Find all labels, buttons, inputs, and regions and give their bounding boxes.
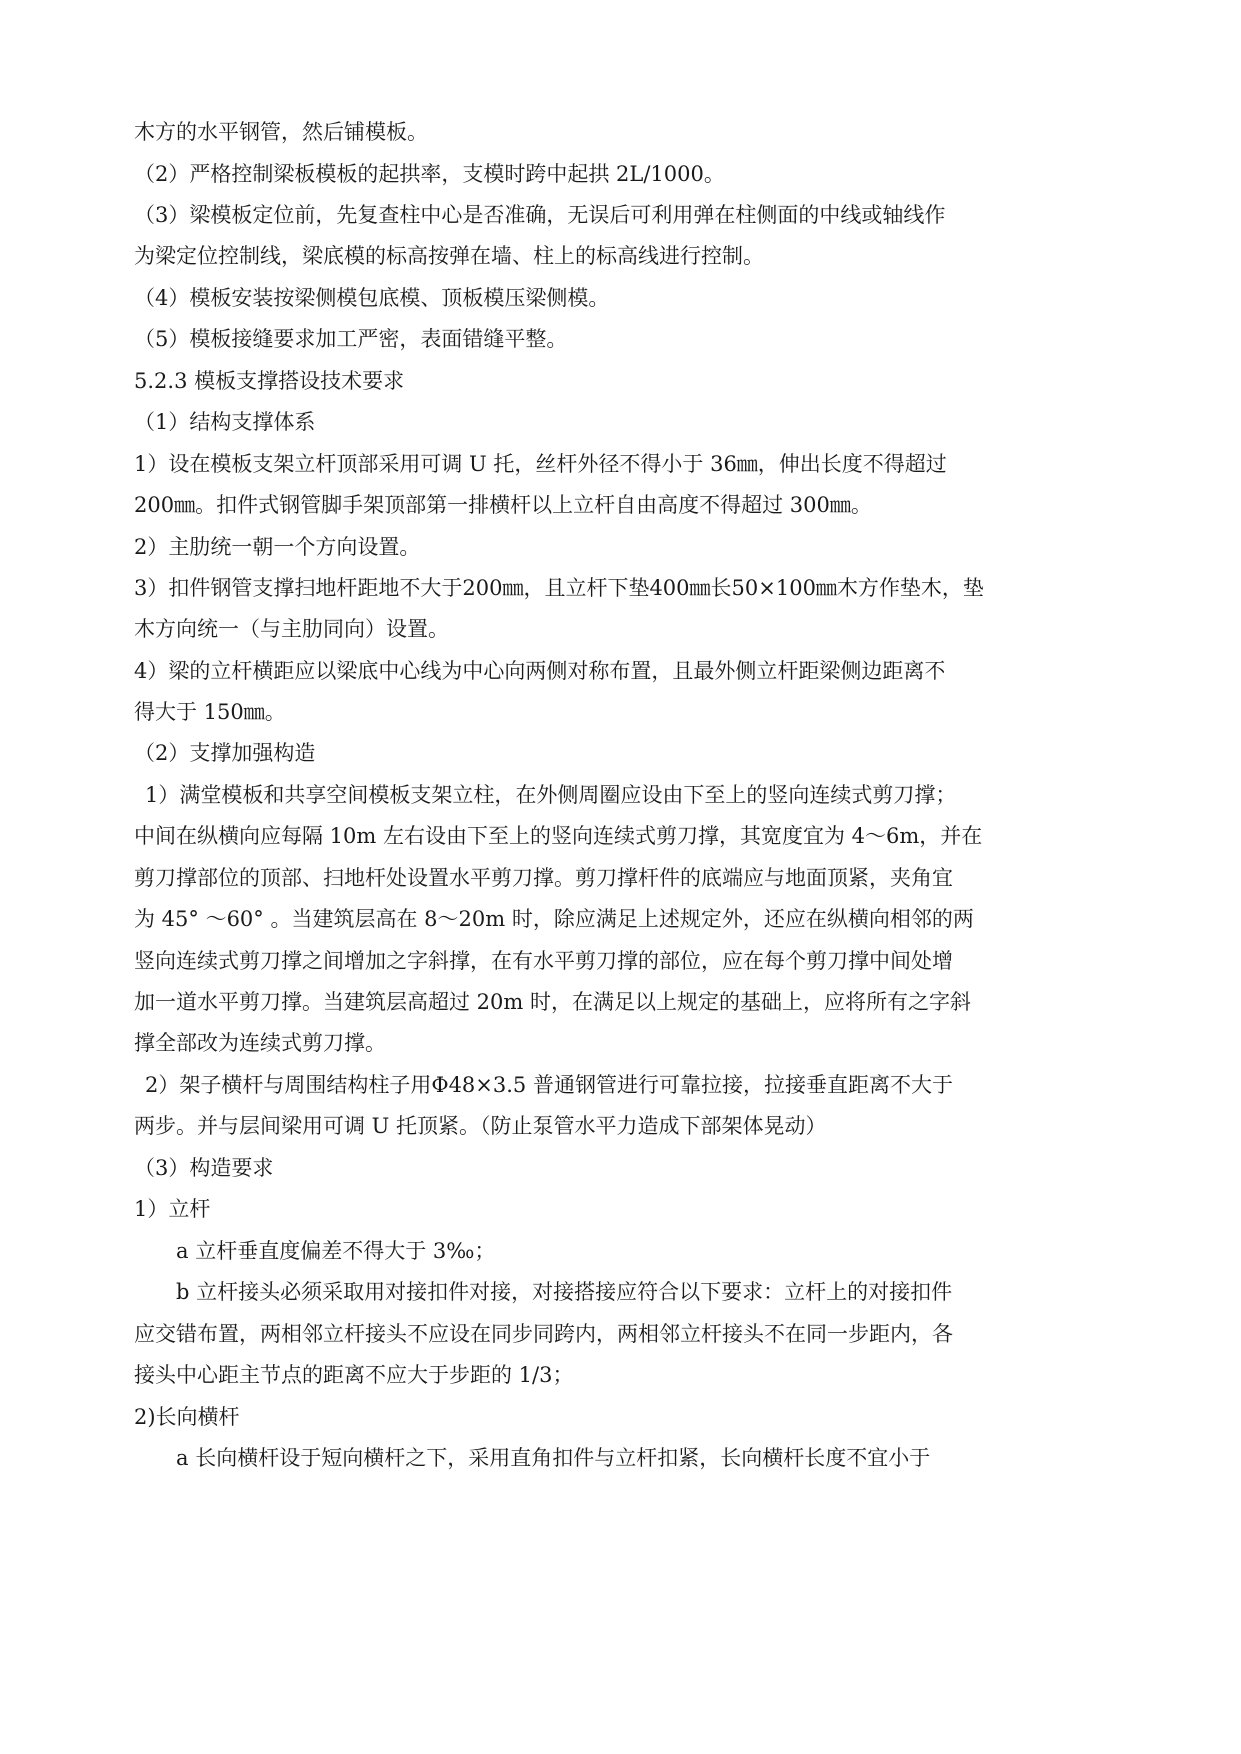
text-line: 得大于 150㎜。 <box>134 700 286 724</box>
text-line: 1）设在模板支架立杆顶部采用可调 U 托，丝杆外径不得小于 36㎜，伸出长度不得超过 <box>134 452 947 476</box>
text-line: 中间在纵横向应每隔 10m 左右设由下至上的竖向连续式剪刀撑，其宽度宜为 4～6m，并在 <box>134 824 983 848</box>
text-line: 竖向连续式剪刀撑之间增加之字斜撑，在有水平剪刀撑的部位，应在每个剪刀撑中间处增 <box>134 949 953 973</box>
text-line: 2)长向横杆 <box>134 1405 240 1429</box>
text-line: 撑全部改为连续式剪刀撑。 <box>134 1031 386 1055</box>
text-line: （2）严格控制梁板模板的起拱率，支模时跨中起拱 2L/1000。 <box>134 162 725 186</box>
text-line: 3）扣件钢管支撑扫地杆距地不大于200㎜，且立杆下垫400㎜长50×100㎜木方作垫木，垫 <box>134 576 984 600</box>
text-line: 加一道水平剪刀撑。当建筑层高超过 20m 时，在满足以上规定的基础上，应将所有之字斜 <box>134 990 971 1014</box>
text-line: b 立杆接头必须采取用对接扣件对接，对接搭接应符合以下要求：立杆上的对接扣件 <box>176 1280 953 1304</box>
text-line: （3）梁模板定位前，先复查柱中心是否准确，无误后可利用弹在柱侧面的中线或轴线作 <box>134 203 946 227</box>
text-line: 剪刀撑部位的顶部、扫地杆处设置水平剪刀撑。剪刀撑杆件的底端应与地面顶紧，夹角宜 <box>134 866 953 890</box>
text-line: 2）架子横杆与周围结构柱子用Φ48×3.5 普通钢管进行可靠拉接，拉接垂直距离不大于 <box>145 1073 953 1097</box>
section-heading: 5.2.3 模板支撑搭设技术要求 <box>134 369 405 393</box>
text-line: 接头中心距主节点的距离不应大于步距的 1/3； <box>134 1363 574 1387</box>
text-line: 1）满堂模板和共享空间模板支架立柱，在外侧周圈应设由下至上的竖向连续式剪刀撑； <box>145 783 957 807</box>
text-line: （1）结构支撑体系 <box>134 410 316 434</box>
text-line: 4）梁的立杆横距应以梁底中心线为中心向两侧对称布置，且最外侧立杆距梁侧边距离不 <box>134 659 946 683</box>
text-line: （5）模板接缝要求加工严密，表面错缝平整。 <box>134 327 568 351</box>
text-line: 为 45° ～60° 。当建筑层高在 8～20m 时，除应满足上述规定外，还应在纵横向相邻的两 <box>134 907 974 931</box>
text-line: 200㎜。扣件式钢管脚手架顶部第一排横杆以上立杆自由高度不得超过 300㎜。 <box>134 493 872 517</box>
text-line: 两步。并与层间梁用可调 U 托顶紧。（防止泵管水平力造成下部架体晃动） <box>134 1114 827 1138</box>
text-line: 木方向统一（与主肋同向）设置。 <box>134 617 449 641</box>
text-line: 1）立杆 <box>134 1197 211 1221</box>
text-line: a 立杆垂直度偏差不得大于 3‰； <box>176 1239 496 1263</box>
text-line: 木方的水平钢管，然后铺模板。 <box>134 120 428 144</box>
text-line: 应交错布置，两相邻立杆接头不应设在同步同跨内，两相邻立杆接头不在同一步距内，各 <box>134 1322 953 1346</box>
text-line: （2）支撑加强构造 <box>134 741 316 765</box>
text-line: a 长向横杆设于短向横杆之下，采用直角扣件与立杆扣紧，长向横杆长度不宜小于 <box>176 1446 931 1470</box>
text-line: （4）模板安装按梁侧模包底模、顶板模压梁侧模。 <box>134 286 610 310</box>
text-line: （3）构造要求 <box>134 1156 274 1180</box>
text-line: 为梁定位控制线，梁底模的标高按弹在墙、柱上的标高线进行控制。 <box>134 244 764 268</box>
text-line: 2）主肋统一朝一个方向设置。 <box>134 535 421 559</box>
